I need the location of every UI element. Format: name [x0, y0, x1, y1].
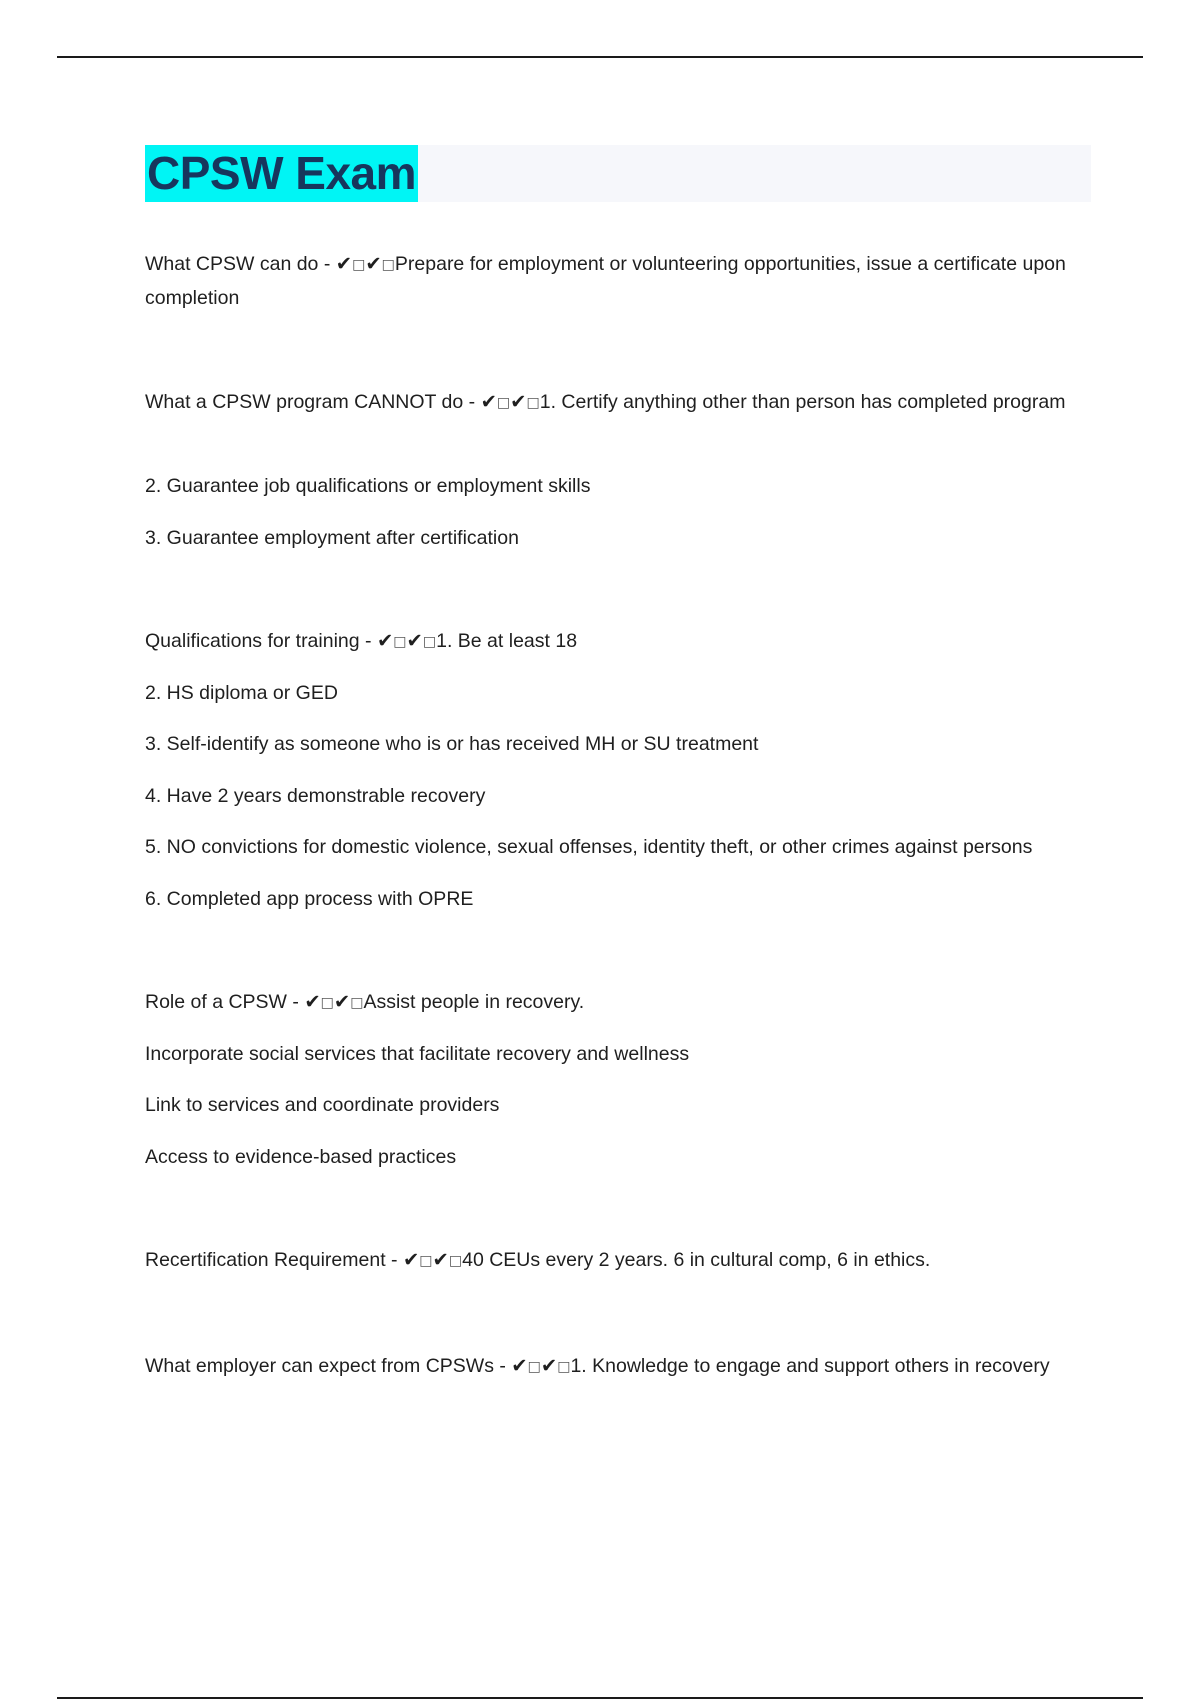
box-icon: □ — [557, 1359, 571, 1375]
card-answer-line: 4. Have 2 years demonstrable recovery — [145, 785, 486, 807]
card-answer-line: 40 CEUs every 2 years. 6 in cultural comp, 6 in ethics. — [462, 1249, 931, 1271]
box-icon: □ — [352, 257, 366, 273]
card-2-question — [145, 386, 1095, 420]
card-term: Qualifications for training — [145, 630, 360, 652]
card-answer-line: 2. Guarantee job qualifications or employment skills — [145, 475, 591, 497]
check-icon: ✔ — [365, 253, 382, 275]
separator: - — [286, 991, 305, 1013]
card-term: What employer can expect from CPSWs — [145, 1355, 494, 1377]
card-term: What a CPSW program CANNOT do — [145, 391, 464, 413]
card-4-question — [145, 986, 1095, 1020]
card-answer-line: 6. Completed app process with OPRE — [145, 888, 474, 910]
separator: - — [359, 630, 377, 652]
check-icon: ✔ — [432, 1249, 449, 1271]
check-icon: ✔ — [402, 1249, 420, 1271]
card-answer-line: 1. Certify anything other than person has completed program — [539, 391, 1066, 413]
box-icon: □ — [527, 1359, 541, 1375]
card-answer-line: Link to services and coordinate providers — [145, 1094, 500, 1116]
check-icon: ✔ — [376, 630, 394, 652]
box-icon: □ — [496, 395, 511, 411]
box-icon: □ — [320, 995, 334, 1011]
check-icon: ✔ — [335, 253, 353, 275]
check-icon: ✔ — [304, 991, 321, 1013]
card-answer-line: 3. Self-identify as someone who is or has received MH or SU treatment — [145, 733, 759, 755]
title-bar — [145, 145, 1091, 202]
card-term: Role of a CPSW — [145, 991, 287, 1013]
card-answer-line: 2. HS diploma or GED — [145, 682, 338, 704]
box-icon: □ — [526, 395, 540, 411]
separator: - — [318, 253, 336, 275]
card-term: What CPSW can do — [145, 253, 319, 275]
box-icon: □ — [422, 634, 437, 650]
check-icon: ✔ — [480, 391, 497, 413]
box-icon: □ — [393, 634, 407, 650]
check-icon: ✔ — [406, 630, 423, 652]
card-3-question — [145, 625, 1095, 659]
card-5-question — [145, 1244, 1095, 1278]
card-answer-line: 1. Knowledge to engage and support others in recovery — [570, 1355, 1050, 1377]
card-answer-line: Incorporate social services that facilitate recovery and wellness — [145, 1043, 690, 1065]
card-answer-line: 1. Be at least 18 — [436, 630, 578, 652]
card-1-question — [145, 248, 1095, 315]
box-icon: □ — [419, 1253, 433, 1269]
box-icon: □ — [350, 995, 364, 1011]
card-answer-line: Assist people in recovery. — [363, 991, 585, 1013]
check-icon: ✔ — [511, 1355, 528, 1377]
top-rule — [57, 56, 1143, 58]
check-icon: ✔ — [540, 1355, 558, 1377]
page-title: CPSW Exam — [145, 145, 418, 202]
card-6-question — [145, 1350, 1095, 1384]
card-answer-line: 3. Guarantee employment after certification — [145, 527, 519, 549]
box-icon: □ — [381, 257, 395, 273]
box-icon: □ — [448, 1253, 463, 1269]
separator: - — [463, 391, 481, 413]
check-icon: ✔ — [333, 991, 351, 1013]
card-answer-line: 5. NO convictions for domestic violence, sexual offenses, identity theft, or other crimes against persons — [145, 836, 1033, 858]
separator: - — [385, 1249, 403, 1271]
card-term: Recertification Requirement — [145, 1249, 386, 1271]
card-answer-line: Prepare for employment or volunteering opportunities, issue a certificate upon completion — [145, 253, 1066, 309]
card-answer-line: Access to evidence-based practices — [145, 1146, 457, 1168]
bottom-rule — [57, 1697, 1143, 1699]
check-icon: ✔ — [510, 391, 527, 413]
separator: - — [493, 1355, 512, 1377]
